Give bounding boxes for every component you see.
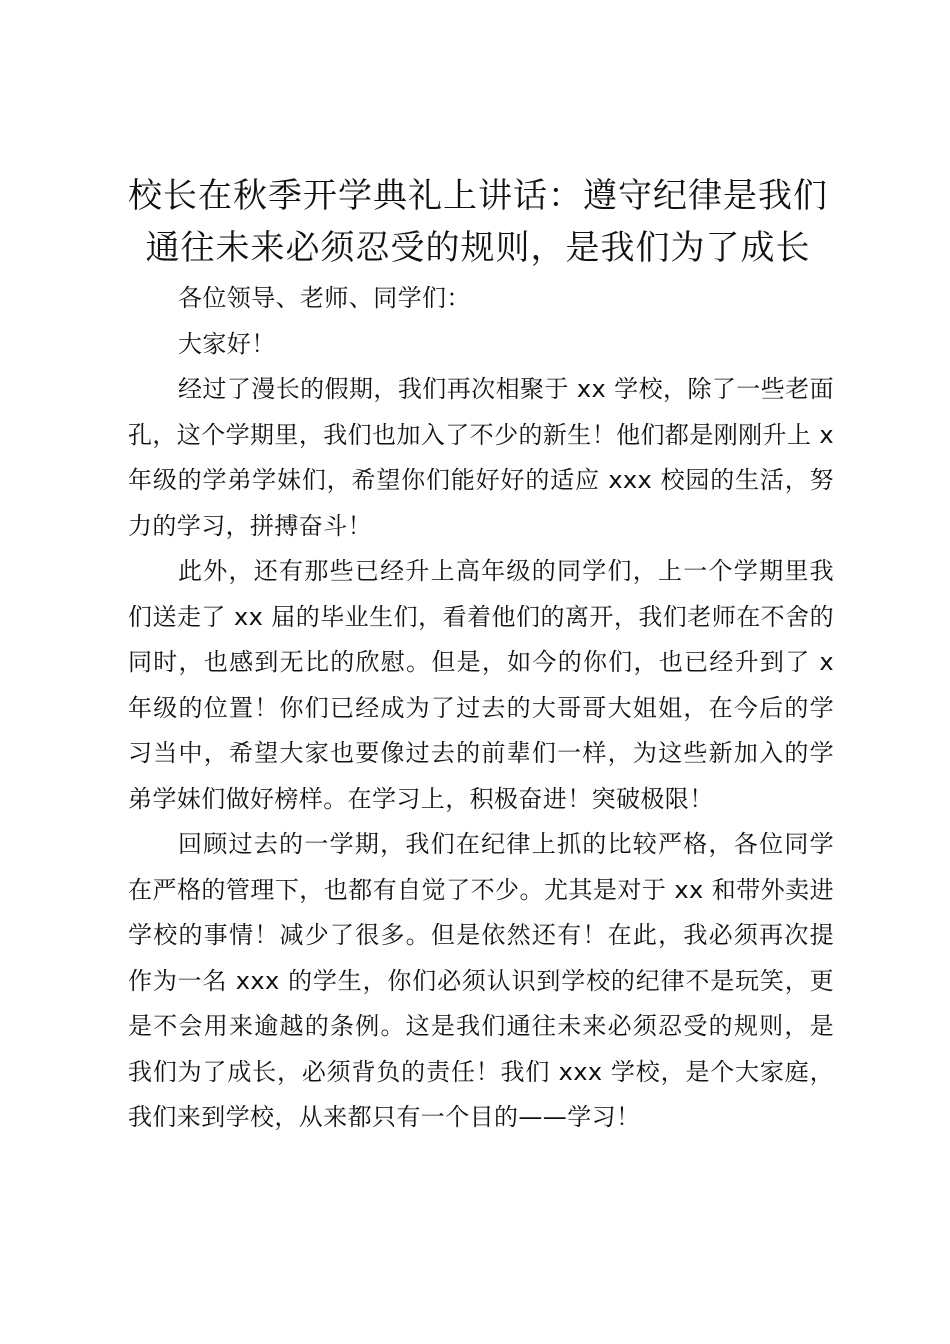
body-paragraph: 回顾过去的一学期，我们在纪律上抓的比较严格，各位同学在严格的管理下，也都有自觉了不少。尤其是对于 xx 和带外卖进学校的事情！减少了很多。但是依然还有！在此，我必须再次提作为一名 xxx 的学生，你们必须认识到学校的纪律不是玩笑，更是不会用来逾越的条例。这是我们通往未来必须忍受的规则，是我们为了成长，必须背负的责任！我们 xxx 学校，是个大家庭，我们来到学校，从来都只有一个目的——学习！ bbox=[128, 830, 834, 1131]
body-paragraph: 此外，还有那些已经升上高年级的同学们，上一个学期里我们送走了 xx 届的毕业生们，看着他们的离开，我们老师在不舍的同时，也感到无比的欣慰。但是，如今的你们，也已经升到了 x 年级的位置！你们已经成为了过去的大哥哥大姐姐，在今后的学习当中，希望大家也要像过去的前辈们一样，为这些新加入的学弟学妹们做好榜样。在学习上，积极奋进！突破极限！ bbox=[128, 557, 834, 813]
document-title: 校长在秋季开学典礼上讲话：遵守纪律是我们通往未来必须忍受的规则，是我们为了成长 bbox=[128, 176, 828, 268]
document-body bbox=[128, 276, 834, 1141]
salutation: 各位领导、老师、同学们： bbox=[178, 284, 471, 312]
body-paragraph: 经过了漫长的假期，我们再次相聚于 xx 学校，除了一些老面孔，这个学期里，我们也加入了不少的新生！他们都是刚刚升上 x 年级的学弟学妹们，希望你们能好好的适应 xxx 校园的生活，努力的学习，拼搏奋斗！ bbox=[128, 375, 834, 540]
greeting: 大家好！ bbox=[178, 329, 276, 358]
